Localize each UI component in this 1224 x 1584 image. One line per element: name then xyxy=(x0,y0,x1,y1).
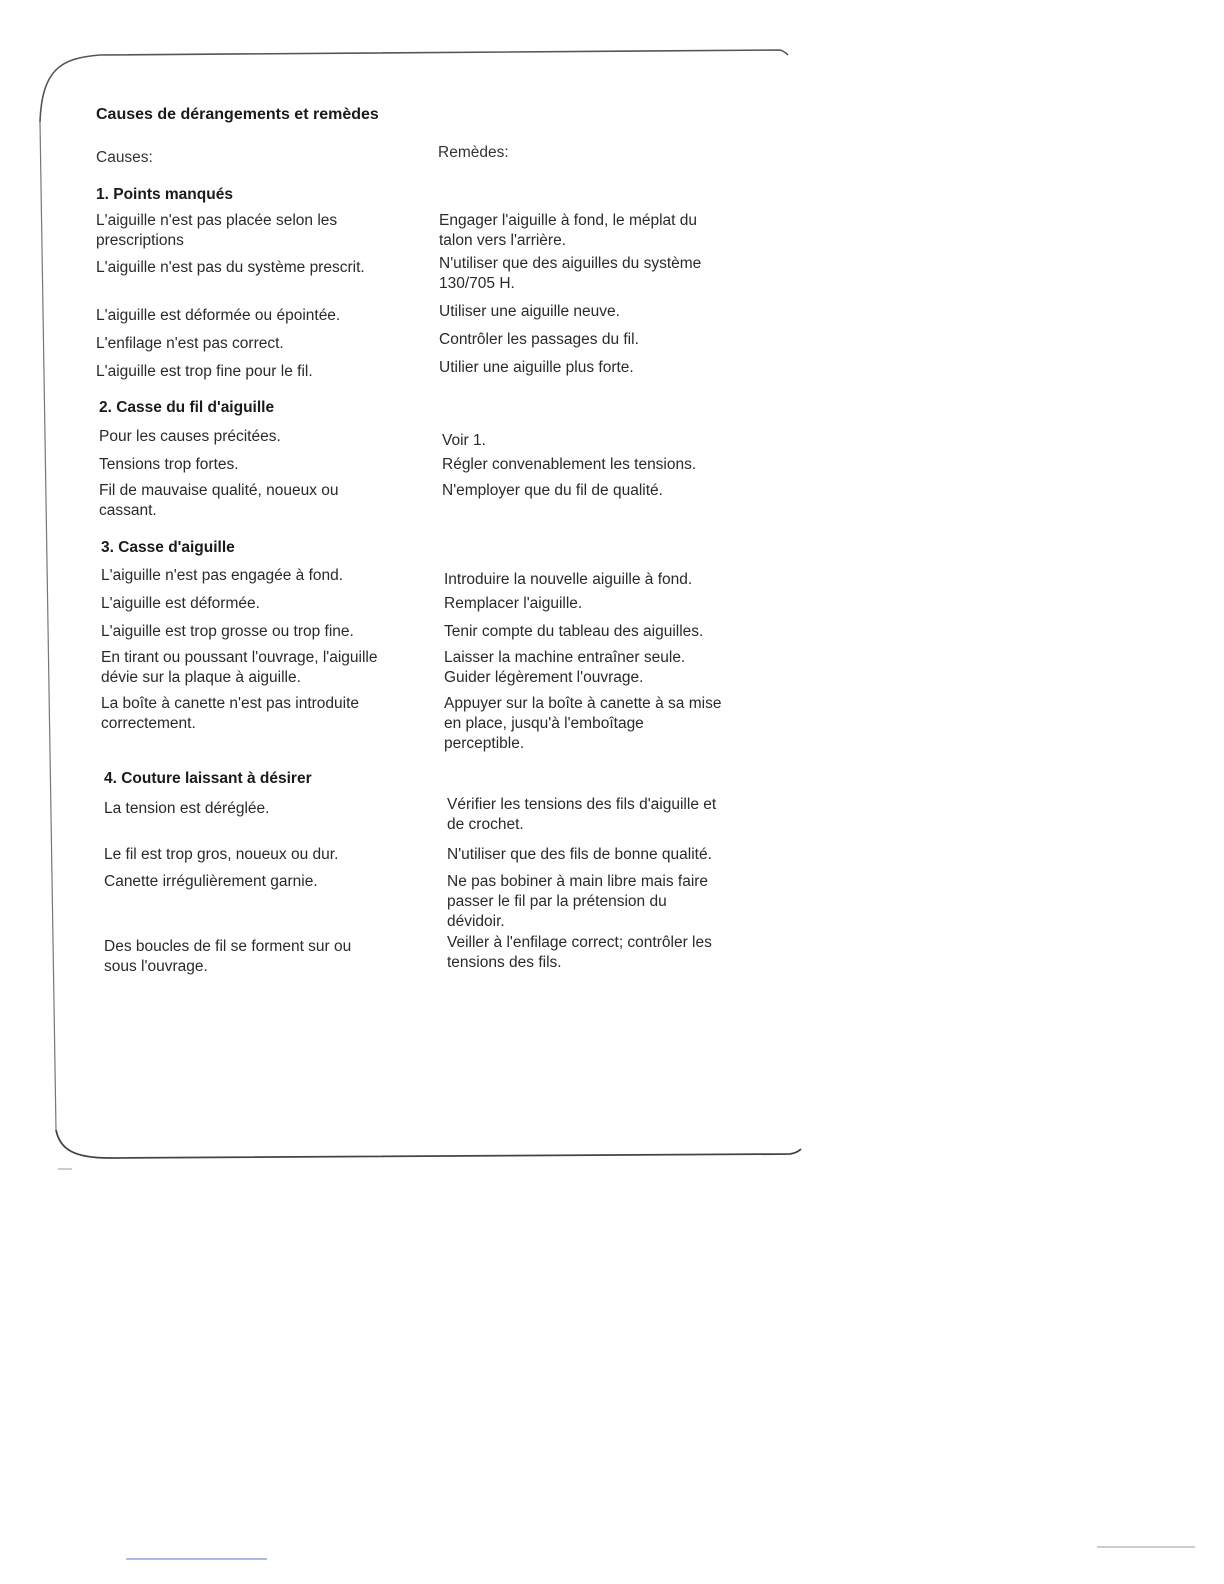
remede-text xyxy=(444,694,721,754)
cause-line: Tensions trop fortes. xyxy=(99,456,239,473)
cause-text xyxy=(101,694,359,734)
remede-line: dévidoir. xyxy=(447,913,505,930)
causes-column-header: Causes: xyxy=(96,149,153,166)
remedes-column-header: Remèdes: xyxy=(438,144,509,161)
remede-line: Engager l'aiguille à fond, le méplat du xyxy=(439,212,698,229)
section-heading: 2. Casse du fil d'aiguille xyxy=(99,399,275,416)
cause-text xyxy=(101,648,377,688)
cause-line: L'aiguille n'est pas du système prescrit. xyxy=(96,259,365,276)
remede-line: en place, jusqu'à l'emboîtage xyxy=(444,715,644,732)
remede-line: talon vers l'arrière. xyxy=(439,232,567,249)
cause-line: En tirant ou poussant l'ouvrage, l'aiguille xyxy=(101,649,378,666)
cause-line: L'aiguille est trop fine pour le fil. xyxy=(96,363,313,380)
cause-text xyxy=(104,937,351,977)
remede-line: Veiller à l'enfilage correct; contrôler les xyxy=(447,934,712,951)
remede-line: N'utiliser que des aiguilles du système xyxy=(439,255,702,272)
cause-line: L'aiguille n'est pas engagée à fond. xyxy=(101,567,344,584)
cause-line: L'aiguille n'est pas placée selon les xyxy=(96,212,338,229)
cause-line: L'enfilage n'est pas correct. xyxy=(96,335,284,352)
remede-text xyxy=(444,594,582,614)
remede-line: 130/705 H. xyxy=(439,275,515,292)
remede-line: Introduire la nouvelle aiguille à fond. xyxy=(444,571,693,588)
section-heading: 4. Couture laissant à désirer xyxy=(104,770,312,787)
cause-line: L'aiguille est déformée ou épointée. xyxy=(96,307,341,324)
remede-line: Ne pas bobiner à main libre mais faire xyxy=(447,873,709,890)
cause-text xyxy=(104,799,269,819)
remede-text xyxy=(442,481,663,501)
cause-line: Canette irrégulièrement garnie. xyxy=(104,873,318,890)
remede-line: Guider légèrement l'ouvrage. xyxy=(444,669,644,686)
remede-line: Voir 1. xyxy=(442,432,486,449)
cause-text xyxy=(101,622,354,642)
cause-line: prescriptions xyxy=(96,232,184,249)
cause-line: cassant. xyxy=(99,502,157,519)
remede-line: Tenir compte du tableau des aiguilles. xyxy=(444,623,704,640)
remede-line: passer le fil par la prétension du xyxy=(447,893,667,910)
remede-line: tensions des fils. xyxy=(447,954,562,971)
cause-text xyxy=(96,211,337,251)
cause-line: Fil de mauvaise qualité, noueux ou xyxy=(99,482,339,499)
remede-text xyxy=(447,845,712,865)
remede-line: Contrôler les passages du fil. xyxy=(439,331,639,348)
remede-text xyxy=(444,622,703,642)
remede-line: Remplacer l'aiguille. xyxy=(444,595,583,612)
remede-text xyxy=(442,455,696,475)
cause-text xyxy=(96,334,284,354)
cause-text xyxy=(101,594,260,614)
remede-line: Régler convenablement les tensions. xyxy=(442,456,697,473)
cause-line: La tension est déréglée. xyxy=(104,800,270,817)
cause-line: L'aiguille est déformée. xyxy=(101,595,260,612)
page-title: Causes de dérangements et remèdes xyxy=(96,106,379,123)
remede-line: Laisser la machine entraîner seule. xyxy=(444,649,686,666)
cause-line: correctement. xyxy=(101,715,196,732)
remede-line: N'employer que du fil de qualité. xyxy=(442,482,663,499)
cause-line: Des boucles de fil se forment sur ou xyxy=(104,938,352,955)
remede-line: Utiliser une aiguille neuve. xyxy=(439,303,620,320)
cause-text xyxy=(99,481,339,521)
cause-text xyxy=(96,258,365,278)
remede-text xyxy=(444,648,685,688)
remede-line: Appuyer sur la boîte à canette à sa mise xyxy=(444,695,722,712)
remede-text xyxy=(439,254,701,294)
remede-text xyxy=(442,431,486,451)
cause-text xyxy=(99,455,239,475)
remede-text xyxy=(447,795,716,835)
cause-text xyxy=(99,427,281,447)
cause-line: dévie sur la plaque à aiguille. xyxy=(101,669,301,686)
remede-text xyxy=(439,330,639,350)
cause-text xyxy=(104,872,318,892)
section-heading: 1. Points manqués xyxy=(96,186,233,203)
cause-text xyxy=(96,362,313,382)
remede-text xyxy=(439,211,697,251)
cause-line: L'aiguille est trop grosse ou trop fine. xyxy=(101,623,354,640)
remede-line: N'utiliser que des fils de bonne qualité. xyxy=(447,846,712,863)
remede-text xyxy=(447,933,712,973)
remede-text xyxy=(439,358,634,378)
cause-line: sous l'ouvrage. xyxy=(104,958,208,975)
remede-text xyxy=(439,302,620,322)
frame-left-border xyxy=(40,122,56,1130)
cause-text xyxy=(104,845,338,865)
cause-text xyxy=(101,566,343,586)
remede-line: Utilier une aiguille plus forte. xyxy=(439,359,634,376)
cause-line: Pour les causes précitées. xyxy=(99,428,281,445)
remede-line: Vérifier les tensions des fils d'aiguille et xyxy=(447,796,717,813)
remede-text xyxy=(447,872,708,932)
remede-text xyxy=(444,570,692,590)
section-heading: 3. Casse d'aiguille xyxy=(101,539,235,556)
cause-line: La boîte à canette n'est pas introduite xyxy=(101,695,360,712)
frame-bottom-border xyxy=(56,1130,801,1158)
cause-text xyxy=(96,306,340,326)
remede-line: de crochet. xyxy=(447,816,524,833)
cause-line: Le fil est trop gros, noueux ou dur. xyxy=(104,846,339,863)
remede-line: perceptible. xyxy=(444,735,525,752)
